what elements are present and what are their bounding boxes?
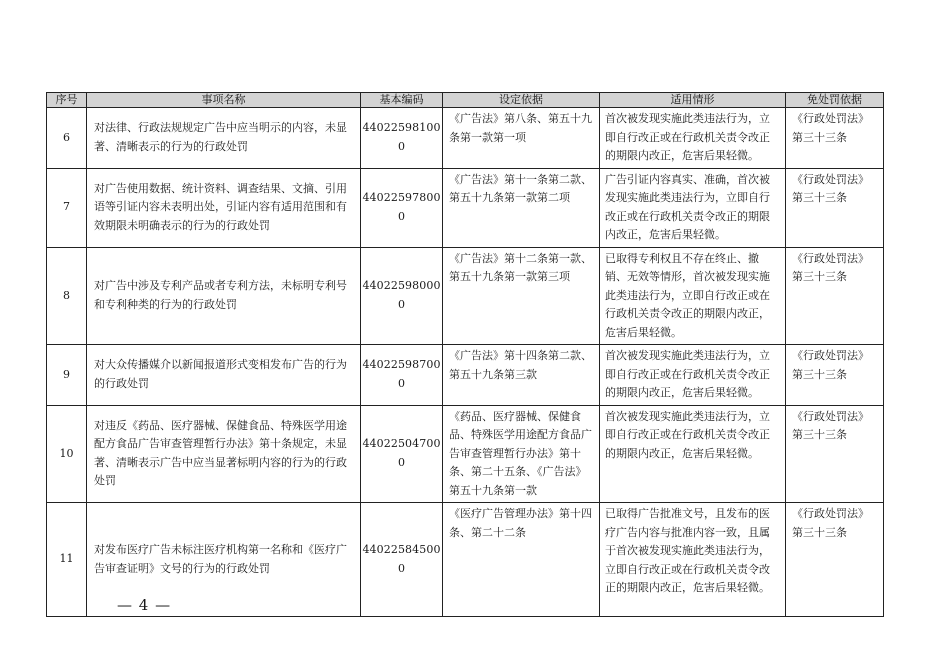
header-exemption: 免处罚依据	[786, 93, 884, 108]
cell-exemption: 《行政处罚法》第三十三条	[786, 503, 884, 617]
cell-basis: 《广告法》第十一条第二款、第五十九条第一款第二项	[443, 168, 600, 247]
table-row	[47, 108, 884, 169]
cell-code: 440225047000	[361, 405, 443, 503]
cell-name: 对违反《药品、医疗器械、保健食品、特殊医学用途配方食品广告审查管理暂行办法》第十条规定，未显著、清晰表示广告中应当显著标明内容的行为的行政处罚	[87, 405, 361, 503]
cell-code: 440225845000	[361, 503, 443, 617]
table-row	[47, 247, 884, 345]
cell-name: 对大众传播媒介以新闻报道形式变相发布广告的行为的行政处罚	[87, 345, 361, 406]
cell-basis: 《广告法》第八条、第五十九条第一款第一项	[443, 108, 600, 169]
cell-code: 440225981000	[361, 108, 443, 169]
cell-basis: 《广告法》第十四条第二款、第五十九条第三款	[443, 345, 600, 406]
page-number: — 4 —	[117, 596, 172, 614]
cell-basis: 《药品、医疗器械、保健食品、特殊医学用途配方食品广告审查管理暂行办法》第十条、第二十五条、《广告法》第五十九条第一款	[443, 405, 600, 503]
cell-applicable: 首次被发现实施此类违法行为，立即自行改正或在行政机关责令改正的期限内改正，危害后果轻微。	[600, 345, 786, 406]
cell-applicable: 已取得广告批准文号，且发布的医疗广告内容与批准内容一致，且属于首次被发现实施此类违法行为，立即自行改正或在行政机关责令改正的期限内改正，危害后果轻微。	[600, 503, 786, 617]
cell-exemption: 《行政处罚法》第三十三条	[786, 405, 884, 503]
header-code: 基本编码	[361, 93, 443, 108]
cell-code: 440225987000	[361, 345, 443, 406]
cell-applicable: 首次被发现实施此类违法行为，立即自行改正或在行政机关责令改正的期限内改正，危害后果轻微。	[600, 108, 786, 169]
table-header-row	[47, 93, 884, 108]
cell-no: 10	[47, 405, 87, 503]
table-row	[47, 345, 884, 406]
table-row	[47, 503, 884, 617]
cell-no: 7	[47, 168, 87, 247]
penalty-exemption-table	[46, 92, 884, 617]
cell-exemption: 《行政处罚法》第三十三条	[786, 168, 884, 247]
cell-basis: 《医疗广告管理办法》第十四条、第二十二条	[443, 503, 600, 617]
cell-no: 8	[47, 247, 87, 345]
cell-applicable: 已取得专利权且不存在终止、撤销、无效等情形，首次被发现实施此类违法行为，立即自行改正或在行政机关责令改正的期限内改正，危害后果轻微。	[600, 247, 786, 345]
cell-exemption: 《行政处罚法》第三十三条	[786, 345, 884, 406]
cell-no: 11	[47, 503, 87, 617]
table-row	[47, 168, 884, 247]
cell-code: 440225978000	[361, 168, 443, 247]
cell-name: 对发布医疗广告未标注医疗机构第一名称和《医疗广告审查证明》文号的行为的行政处罚	[87, 503, 361, 617]
cell-basis: 《广告法》第十二条第一款、第五十九条第一款第三项	[443, 247, 600, 345]
header-no: 序号	[47, 93, 87, 108]
header-basis: 设定依据	[443, 93, 600, 108]
cell-code: 440225980000	[361, 247, 443, 345]
cell-applicable: 首次被发现实施此类违法行为，立即自行改正或在行政机关责令改正的期限内改正，危害后果轻微。	[600, 405, 786, 503]
cell-no: 6	[47, 108, 87, 169]
cell-name: 对广告中涉及专利产品或者专利方法，未标明专利号和专利种类的行为的行政处罚	[87, 247, 361, 345]
cell-no: 9	[47, 345, 87, 406]
cell-name: 对广告使用数据、统计资料、调查结果、文摘、引用语等引证内容未表明出处，引证内容有适用范围和有效期限未明确表示的行为的行政处罚	[87, 168, 361, 247]
header-name: 事项名称	[87, 93, 361, 108]
cell-exemption: 《行政处罚法》第三十三条	[786, 247, 884, 345]
cell-applicable: 广告引证内容真实、准确，首次被发现实施此类违法行为，立即自行改正或在行政机关责令改正的期限内改正，危害后果轻微。	[600, 168, 786, 247]
cell-name: 对法律、行政法规规定广告中应当明示的内容，未显著、清晰表示的行为的行政处罚	[87, 108, 361, 169]
table-row	[47, 405, 884, 503]
header-applicable: 适用情形	[600, 93, 786, 108]
cell-exemption: 《行政处罚法》第三十三条	[786, 108, 884, 169]
